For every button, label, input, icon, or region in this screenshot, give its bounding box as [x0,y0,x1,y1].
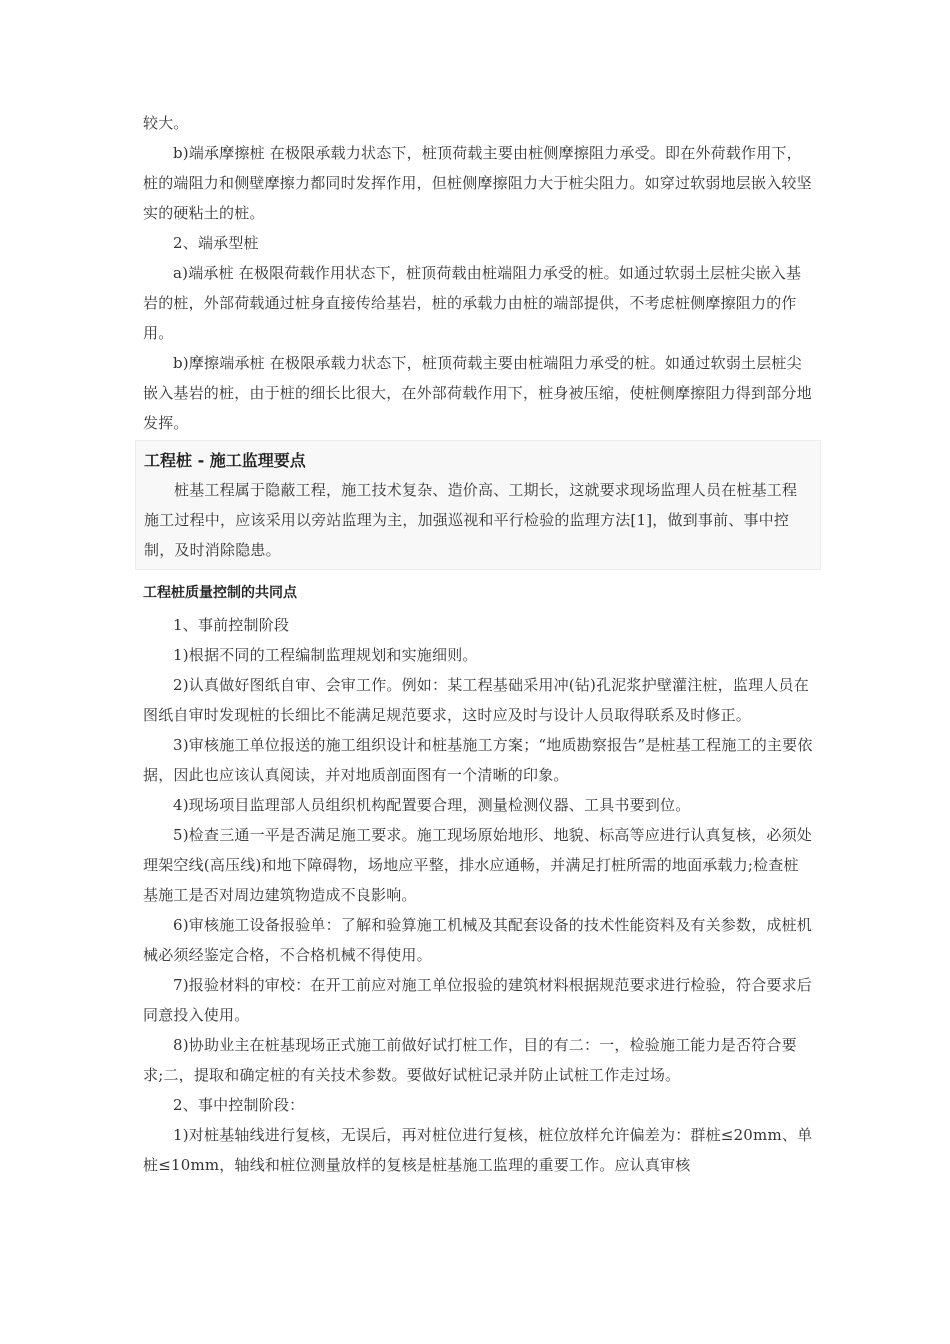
supervision-points-box [135,440,821,570]
list-item: 2)认真做好图纸自审、会审工作。例如：某工程基础采用冲(钻)孔泥浆护壁灌注桩，监理人员在图纸自审时发现桩的长细比不能满足规范要求，这时应及时与设计人员取得联系及时修正。 [143,676,809,724]
box-text: 桩基工程属于隐蔽工程，施工技术复杂、造价高、工期长，这就要求现场监理人员在桩基工程施工过程中，应该采用以旁站监理为主，加强巡视和平行检验的监理方法[1]，做到事前、事中控制，及时消除隐患。 [144,481,798,559]
document-page [143,108,813,1180]
section-heading: 工程桩质量控制的共同点 [143,585,297,601]
paragraph: 较大。 [143,114,189,132]
box-title: 工程桩 - 施工监理要点 [144,451,306,470]
list-item: 7)报验材料的审校：在开工前应对施工单位报验的建筑材料根据规范要求进行检验，符合要求后同意投入使用。 [143,976,812,1024]
stage-heading-in-process-control: 2、事中控制阶段： [173,1096,305,1114]
list-item: 6)审核施工设备报验单：了解和验算施工机械及其配套设备的技术性能资料及有关参数，成桩机械必须经鉴定合格，不合格机械不得使用。 [143,916,812,964]
list-item: 1)根据不同的工程编制监理规划和实施细则。 [173,646,478,664]
stage-heading-pre-control: 1、事前控制阶段 [173,616,290,634]
list-item: 3)审核施工单位报送的施工组织设计和桩基施工方案；“地质勘察报告”是桩基工程施工的主要依据，因此也应该认真阅读，并对地质剖面图有一个清晰的印象。 [143,736,813,784]
list-item: 4)现场项目监理部人员组织机构配置要合理，测量检测仪器、工具书要到位。 [173,796,691,814]
list-item: 5)检查三通一平是否满足施工要求。施工现场原始地形、地貌、标高等应进行认真复核，必须处理架空线(高压线)和地下障碍物，场地应平整，排水应通畅，并满足打桩所需的地面承载力;检查桩基施工是否对周边建筑物造成不良影响。 [143,826,812,904]
subheading-end-bearing-pile: 2、端承型桩 [173,234,259,252]
paragraph-end-bearing-friction-pile: b)端承摩擦桩 在极限承载力状态下，桩顶荷载主要由桩侧摩擦阻力承受。即在外荷载作用下，桩的端阻力和侧壁摩擦力都同时发挥作用，但桩侧摩擦阻力大于桩尖阻力。如穿过软弱地层嵌入较坚实的硬粘土的桩。 [143,144,812,222]
paragraph-end-bearing-pile: a)端承桩 在极限荷载作用状态下，桩顶荷载由桩端阻力承受的桩。如通过软弱土层桩尖嵌入基岩的桩，外部荷载通过桩身直接传给基岩，桩的承载力由桩的端部提供，不考虑桩侧摩擦阻力的作用。 [143,264,802,342]
paragraph-friction-end-bearing-pile: b)摩擦端承桩 在极限承载力状态下，桩顶荷载主要由桩端阻力承受的桩。如通过软弱土层桩尖嵌入基岩的桩，由于桩的细长比很大，在外部荷载作用下，桩身被压缩，使桩侧摩擦阻力得到部分地发挥。 [143,354,812,432]
list-item: 1)对桩基轴线进行复核，无误后，再对桩位进行复核，桩位放样允许偏差为：群桩≤20mm、单桩≤10mm，轴线和桩位测量放样的复核是桩基施工监理的重要工作。应认真审核 [143,1126,813,1174]
list-item: 8)协助业主在桩基现场正式施工前做好试打桩工作，目的有二：一，检验施工能力是否符合要求;二，提取和确定桩的有关技术参数。要做好试桩记录并防止试桩工作走过场。 [143,1036,797,1084]
